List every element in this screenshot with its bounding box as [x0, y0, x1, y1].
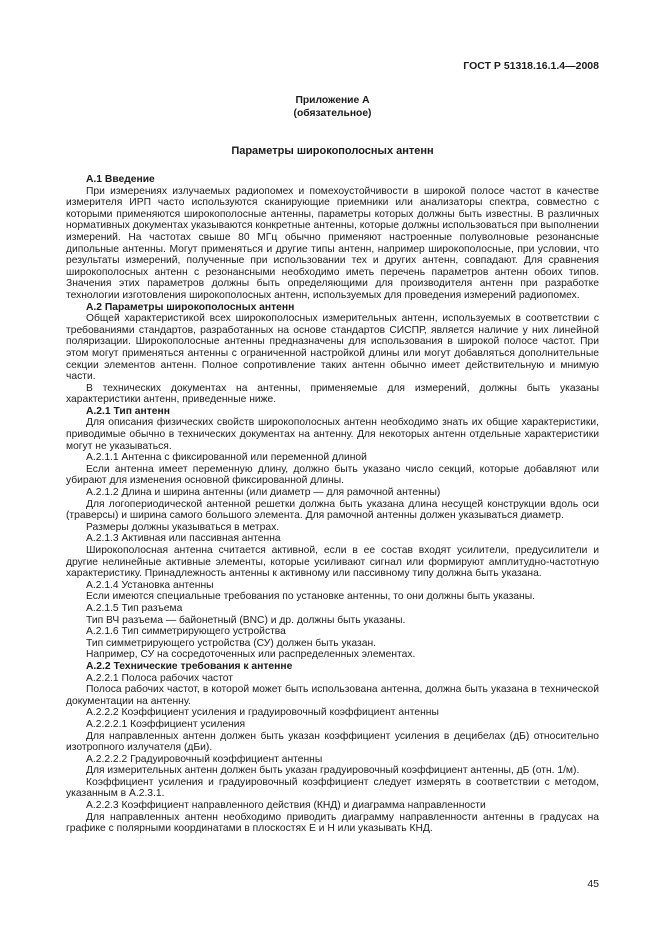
- body-paragraph: Коэффициент усиления и градуировочный коэффициент следует измерять в соответствии с методом, указанным в А.2.3.1.: [66, 776, 599, 800]
- body-paragraph: А.2.1.6 Тип симметрирующего устройства: [86, 626, 286, 638]
- body-paragraph: Для измерительных антенн должен быть указан градуировочный коэффициент антенны, дБ (отн. 1/м).: [86, 765, 580, 777]
- page-content: [66, 60, 599, 835]
- doc-number: ГОСТ Р 51318.16.1.4—2008: [463, 60, 599, 72]
- annex-block: [66, 94, 599, 120]
- body-paragraph: Широкополосная антенна считается активной, если в ее состав входят усилители, предусилители и другие нелинейные активные элементы, которые усиливают сигнал или формируют амплитудно-частотную характеристику. Принадлежность антенны к активному или пассивному типу должна быть указана.: [66, 545, 599, 580]
- body-paragraph: А.2.1.2 Длина и ширина антенны (или диаметр — для рамочной антенны): [86, 487, 441, 499]
- body-paragraph: Тип симметрирующего устройства (СУ) должен быть указан.: [86, 637, 377, 649]
- body-paragraph: А.2.2.2.2 Градуировочный коэффициент антенны: [86, 753, 323, 765]
- body-paragraph: А.2.1.1 Антенна с фиксированной или переменной длиной: [86, 452, 367, 464]
- body-paragraph: А.2.2.2.1 Коэффициент усиления: [86, 718, 246, 730]
- page-title: Параметры широкополосных антенн: [231, 145, 434, 157]
- body-paragraph: А.2.2.2 Коэффициент усиления и градуировочный коэффициент антенны: [86, 707, 439, 719]
- annex-title: Приложение А: [295, 95, 370, 106]
- body-paragraph: Для описания физических свойств широкополосных антенн необходимо знать их общие характеристики, приводимые обычно в технических документах на антенну. Для некоторых антенн отдельные характеристики могут не указываться.: [66, 417, 599, 452]
- body-paragraph: В технических документах на антенны, применяемые для измерений, должны быть указаны характеристики антенн, приведенные ниже.: [66, 382, 599, 406]
- annex-subtitle: (обязательное): [293, 108, 372, 119]
- body-paragraph: А.2.2.3 Коэффициент направленного действия (КНД) и диаграмма направленности: [86, 800, 486, 812]
- section-heading: А.2.1 Тип антенн: [86, 405, 170, 417]
- body-paragraph: А.2.2.1 Полоса рабочих частот: [86, 672, 234, 684]
- body-paragraph: Для направленных антенн необходимо приводить диаграмму направленности антенны в градусах на графике с полярными координатами в плоскостях Е и Н или указывать КНД.: [66, 811, 599, 835]
- section-heading: А.2.2 Технические требования к антенне: [86, 660, 293, 672]
- body-paragraph: А.2.1.4 Установка антенны: [86, 579, 214, 591]
- body-paragraph: А.2.1.3 Активная или пассивная антенна: [86, 533, 281, 545]
- body-paragraph: Полоса рабочих частот, в которой может быть использована антенна, должна быть указана в технической документации на антенну.: [66, 684, 599, 707]
- page-number: 45: [587, 878, 599, 890]
- section-heading: А.1 Введение: [86, 174, 155, 185]
- section-heading: А.2 Параметры широкополосных антенн: [86, 301, 295, 313]
- body-paragraph: При измерениях излучаемых радиопомех и помехоустойчивости в широкой полосе частот в качестве измерителя ИРП часто используются сканирующие приемники или анализаторы спектра, совместно с которыми применяются широкополосные антенны, параметры которых должны быть известны. В различных нормативных документах указываются конкретные антенны, которые должны использоваться при выполнении измерений. На частотах свыше 80 МГц обычно применяют настроенные полуволновые резонансные дипольные антенны. Могут применяться и другие типы антенн, например широкополосные, при условии, что результаты измерений, полученные при использовании тех и других антенн, совпадают. Для сравнения широкополосных антенн с резонансными необходимо иметь перечень параметров антенн обоих типов. Значения этих параметров должны быть определяющими для производителя антенн при разработке технологии изготовления широкополосных антенн, используемых для проведения измерений радиопомех.: [66, 185, 599, 301]
- body-paragraph: Общей характеристикой всех широкополосных измерительных антенн, используемых в соответствии с требованиями стандартов, разработанных на основе стандартов СИСПР, является наличие у них линейной поляризации. Широкополосные антенны предназначены для использования в широкой полосе частот. При этом могут применяться антенны с ограниченной настройкой длины или могут добавляться дополнительные секции элементов антенн. Полное сопротивление таких антенн обычно имеет действительную и мнимую части.: [66, 313, 599, 383]
- body-paragraph: Если антенна имеет переменную длину, должно быть указано число секций, которые добавляют или убирают для изменения основной фиксированной длины.: [66, 463, 599, 487]
- body-paragraph: Для логопериодической антенной решетки должна быть указана длина несущей конструкции вдоль оси (траверсы) и ширина самого большого элемента. Для рамочной антенны должен указываться диаметр.: [66, 498, 599, 522]
- document-body: [66, 174, 599, 835]
- body-paragraph: Размеры должны указываться в метрах.: [86, 521, 280, 533]
- body-paragraph: Для направленных антенн должен быть указан коэффициент усиления в децибелах (дБ) относительно изотропного излучателя (дБи).: [66, 730, 599, 754]
- body-paragraph: А.2.1.5 Тип разъема: [86, 602, 183, 614]
- body-paragraph: Например, СУ на сосредоточенных или распределенных элементах.: [86, 649, 416, 661]
- body-paragraph: Если имеются специальные требования по установке антенны, то они должны быть указаны.: [86, 591, 535, 603]
- body-paragraph: Тип ВЧ разъема — байонетный (BNC) и др. должны быть указаны.: [86, 614, 406, 626]
